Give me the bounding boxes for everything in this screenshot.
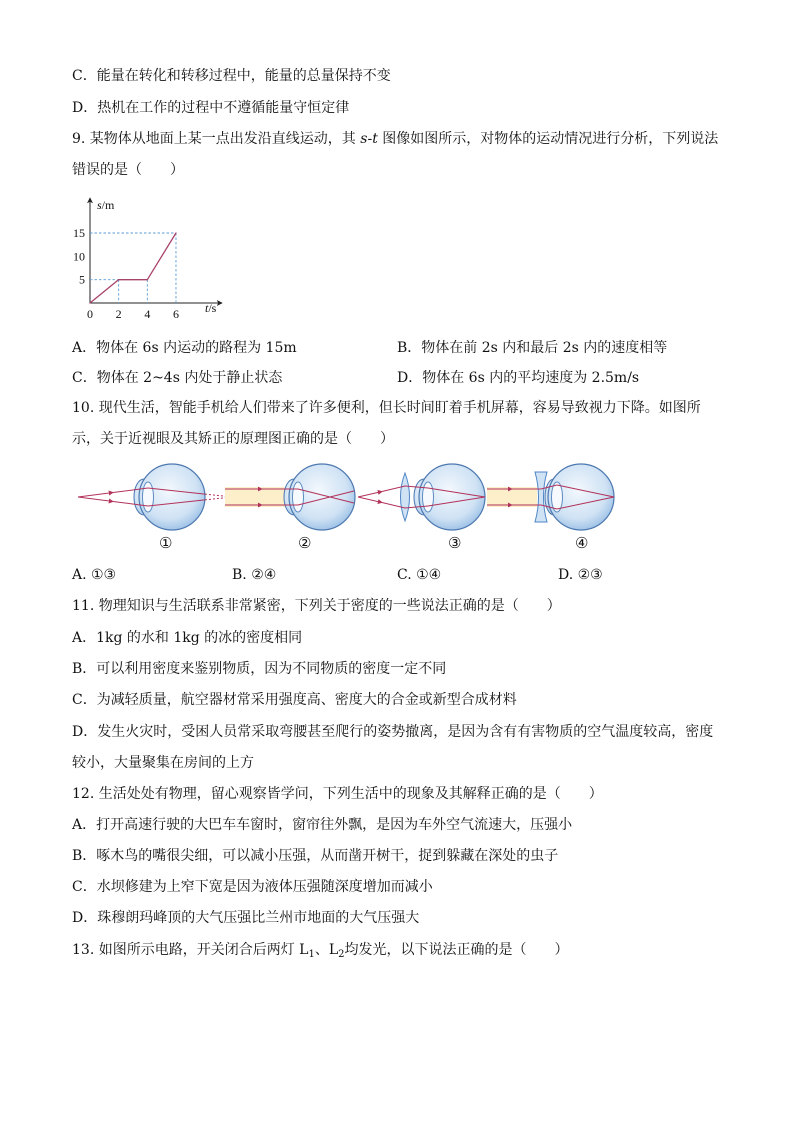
q8-option-c: C．能量在转化和转移过程中，能量的总量保持不变 bbox=[72, 68, 391, 84]
x-tick-label: 6 bbox=[172, 307, 179, 321]
q13-stem-part3: 均发光，以下说法正确的是（ ） bbox=[344, 942, 569, 958]
q9-option-a: A．物体在 6s 内运动的路程为 15m bbox=[72, 340, 297, 356]
s-t-graph bbox=[60, 190, 235, 330]
q12-option-c: C．水坝修建为上窄下宽是因为液体压强随深度增加而减小 bbox=[72, 879, 433, 895]
q13-stem-part2: 、L bbox=[314, 942, 339, 958]
q11-option-d-line2: 较小，大量聚集在房间的上方 bbox=[72, 755, 254, 771]
eye-lens bbox=[423, 482, 434, 512]
q12-option-d: D．珠穆朗玛峰顶的大气压强比兰州市地面的大气压强大 bbox=[72, 910, 420, 926]
q11-option-c: C．为减轻质量，航空器材常采用强度高、密度大的合金或新型合成材料 bbox=[72, 692, 517, 708]
q9-stem-suffix: 图像如图所示，对物体的运动情况进行分析，下列说法 bbox=[377, 131, 719, 147]
q11-stem: 11. 物理知识与生活联系非常紧密，下列关于密度的一些说法正确的是（ ） bbox=[72, 598, 561, 614]
q9-stem-prefix: 9. 某物体从地面上某一点出发沿直线运动，其 bbox=[72, 131, 361, 147]
x-tick-label: 4 bbox=[144, 307, 151, 321]
q9-stem-line2: 错误的是（ ） bbox=[72, 162, 184, 178]
q13-sub2: 2 bbox=[338, 949, 345, 960]
x-axis-symbol: t bbox=[205, 301, 209, 315]
y-axis-symbol: s bbox=[97, 198, 102, 212]
convex-lens bbox=[401, 473, 410, 521]
q9-stem-line1 bbox=[72, 130, 718, 148]
q12-stem: 12. 生活处处有物理，留心观察皆学问，下列生活中的现象及其解释正确的是（ ） bbox=[72, 786, 603, 802]
eye-diagram-4 bbox=[487, 464, 614, 530]
series-segment bbox=[147, 233, 176, 280]
q10-option-b: B. ②④ bbox=[232, 567, 277, 583]
q10-stem-line2: 示，关于近视眼及其矫正的原理图正确的是（ ） bbox=[72, 431, 394, 447]
eye-diagram-2 bbox=[225, 464, 355, 530]
y-axis-unit: /m bbox=[101, 198, 115, 212]
diagram-label-3: ③ bbox=[448, 534, 462, 552]
q11-option-a: A．1kg 的水和 1kg 的冰的密度相同 bbox=[72, 630, 303, 646]
y-axis-label bbox=[97, 198, 115, 212]
q13-stem-part1: 13. 如图所示电路，开关闭合后两灯 L bbox=[72, 942, 309, 958]
y-tick-label: 10 bbox=[73, 249, 85, 264]
q9-stem-var-t: t bbox=[372, 131, 378, 147]
q10-option-a: A. ①③ bbox=[72, 567, 117, 583]
x-axis-unit: /s bbox=[208, 301, 217, 315]
q9-option-d: D．物体在 6s 内的平均速度为 2.5m/s bbox=[397, 370, 640, 386]
q10-stem-line1: 10. 现代生活，智能手机给人们带来了许多便利，但长时间盯着手机屏幕，容易导致视力下降。如图所 bbox=[72, 400, 701, 416]
series-segment bbox=[90, 280, 119, 303]
q9-option-c: C．物体在 2~4s 内处于静止状态 bbox=[72, 370, 283, 386]
eye-diagram-3 bbox=[358, 464, 485, 530]
q11-option-b: B．可以利用密度来鉴别物质，因为不同物质的密度一定不同 bbox=[72, 661, 447, 677]
x-axis-label bbox=[205, 301, 217, 315]
q9-stem-dash: - bbox=[367, 131, 373, 147]
x-tick-label: 2 bbox=[115, 307, 122, 321]
q9-stem-var-s: s bbox=[360, 131, 368, 147]
q13-stem bbox=[72, 941, 569, 959]
eye-diagram-1 bbox=[78, 464, 232, 530]
eye-diagrams bbox=[0, 455, 640, 540]
q8-option-d: D．热机在工作的过程中不遵循能量守恒定律 bbox=[72, 100, 350, 116]
diagram-label-2: ② bbox=[298, 534, 312, 552]
y-tick-label: 15 bbox=[73, 225, 85, 240]
q13-sub1: 1 bbox=[308, 949, 315, 960]
eye-lens bbox=[293, 482, 304, 512]
diagram-label-1: ① bbox=[159, 534, 173, 552]
q10-option-d: D. ②③ bbox=[558, 567, 603, 583]
q12-option-a: A．打开高速行驶的大巴车车窗时，窗帘往外飘，是因为车外空气流速大，压强小 bbox=[72, 817, 573, 833]
diagram-label-4: ④ bbox=[575, 534, 589, 552]
eye-lens bbox=[143, 482, 154, 512]
light-beam bbox=[487, 487, 537, 507]
eye-lens bbox=[552, 482, 563, 512]
x-tick-label: 0 bbox=[87, 307, 93, 321]
q12-option-b: B．啄木鸟的嘴很尖细，可以减小压强，从而凿开树干，捉到躲藏在深处的虫子 bbox=[72, 848, 559, 864]
q11-option-d: D．发生火灾时，受困人员常采取弯腰甚至爬行的姿势撤离，是因为含有有害物质的空气温度较高，密度 bbox=[72, 724, 714, 740]
q9-option-b: B．物体在前 2s 内和最后 2s 内的速度相等 bbox=[397, 340, 668, 356]
q10-option-c: C. ①④ bbox=[397, 567, 442, 583]
y-tick-label: 5 bbox=[79, 272, 85, 287]
